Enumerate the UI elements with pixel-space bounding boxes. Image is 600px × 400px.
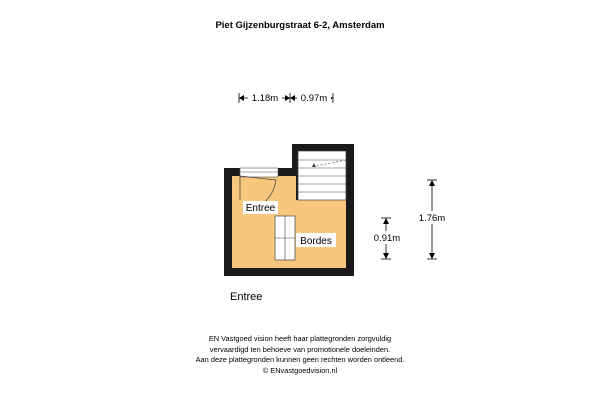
- disclaimer: [0, 334, 600, 376]
- floor-caption: Entree: [230, 291, 263, 303]
- dim-label-height-total: 1.76m: [418, 213, 446, 224]
- dim-label-width-right: 0.97m: [300, 93, 328, 104]
- room-label-bordes: Bordes: [300, 236, 332, 247]
- page-title: Piet Gijzenburgstraat 6-2, Amsterdam: [215, 20, 385, 31]
- dimension-width: [239, 91, 333, 104]
- dim-label-height-bordes: 0.91m: [373, 233, 401, 244]
- cabinet: [275, 216, 295, 260]
- staircase: [298, 151, 346, 200]
- dimension-height-bordes: [369, 218, 405, 259]
- room-label-entree: Entree: [245, 203, 276, 214]
- copyright: © ENvastgoedvision.nl: [262, 365, 338, 375]
- dim-arrow-icon: [285, 95, 290, 101]
- disclaimer-line: EN Vastgoed vision heeft haar plattegronden zorgvuldig: [208, 334, 392, 343]
- disclaimer-line: vervaardigd ten behoeve van promotionele doeleinden.: [209, 344, 391, 354]
- dim-arrow-icon: [429, 180, 435, 186]
- stair-flight: [298, 151, 346, 200]
- dim-arrow-icon: [239, 95, 244, 101]
- dim-arrow-icon: [383, 218, 389, 224]
- dim-arrow-icon: [429, 253, 435, 259]
- front-door-opening: [240, 168, 278, 177]
- dim-arrow-icon: [383, 253, 389, 259]
- dim-label-width-left: 1.18m: [251, 93, 279, 104]
- dimension-height-total: [414, 180, 450, 259]
- dim-arrow-icon: [290, 95, 295, 101]
- disclaimer-line: Aan deze plattegronden kunnen geen rechten worden ontleend.: [195, 355, 405, 364]
